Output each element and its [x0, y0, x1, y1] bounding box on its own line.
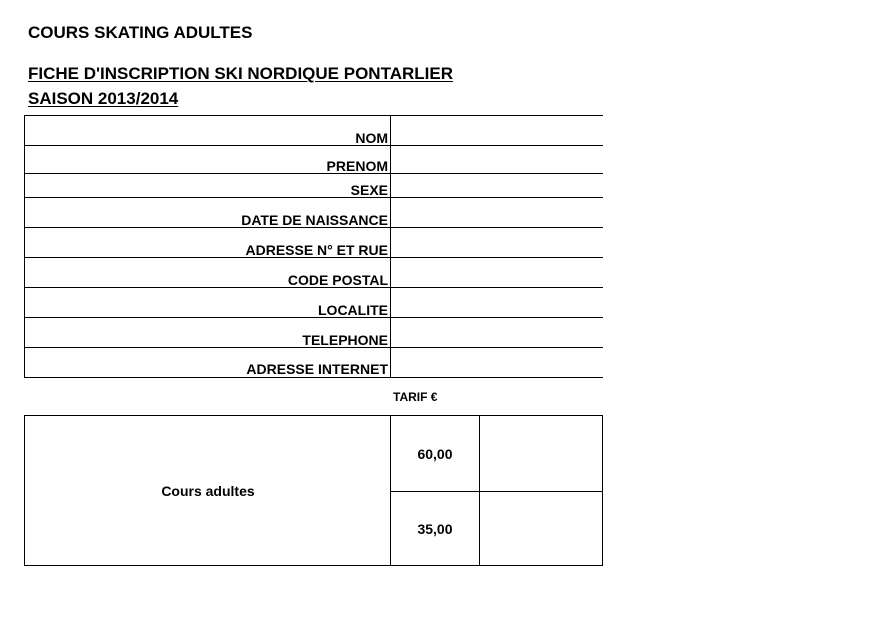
- form-row-localite: [24, 287, 603, 318]
- field-label: DATE DE NAISSANCE: [241, 212, 388, 228]
- field-label: ADRESSE N° ET RUE: [245, 242, 388, 258]
- tarif-header: TARIF €: [393, 390, 438, 404]
- season-title: SAISON 2013/2014: [28, 89, 179, 108]
- price-table: [24, 415, 603, 566]
- form-row-code-postal: [24, 257, 603, 288]
- form-row-telephone: [24, 317, 603, 348]
- form-title: FICHE D'INSCRIPTION SKI NORDIQUE PONTARLIER: [28, 64, 453, 83]
- price-value: 35,00: [417, 521, 453, 537]
- form-row-prenom: [24, 145, 603, 174]
- form-row-date-naissance: [24, 197, 603, 228]
- field-label: ADRESSE INTERNET: [246, 361, 388, 377]
- price-value: 60,00: [417, 446, 453, 462]
- price-table-row-divider: [391, 491, 602, 492]
- form-row-nom: [24, 115, 603, 146]
- field-label: CODE POSTAL: [287, 272, 388, 288]
- field-label: NOM: [355, 130, 388, 146]
- page-title: COURS SKATING ADULTES: [28, 23, 253, 42]
- form-row-adresse-internet: [24, 347, 603, 378]
- form-row-sexe: [24, 173, 603, 198]
- form-row-adresse: [24, 227, 603, 258]
- field-label: SEXE: [350, 182, 388, 198]
- course-label: Cours adultes: [161, 483, 255, 499]
- field-label: PRENOM: [326, 158, 388, 174]
- field-label: TELEPHONE: [302, 332, 388, 348]
- registration-form: [24, 115, 603, 378]
- field-label: LOCALITE: [318, 302, 388, 318]
